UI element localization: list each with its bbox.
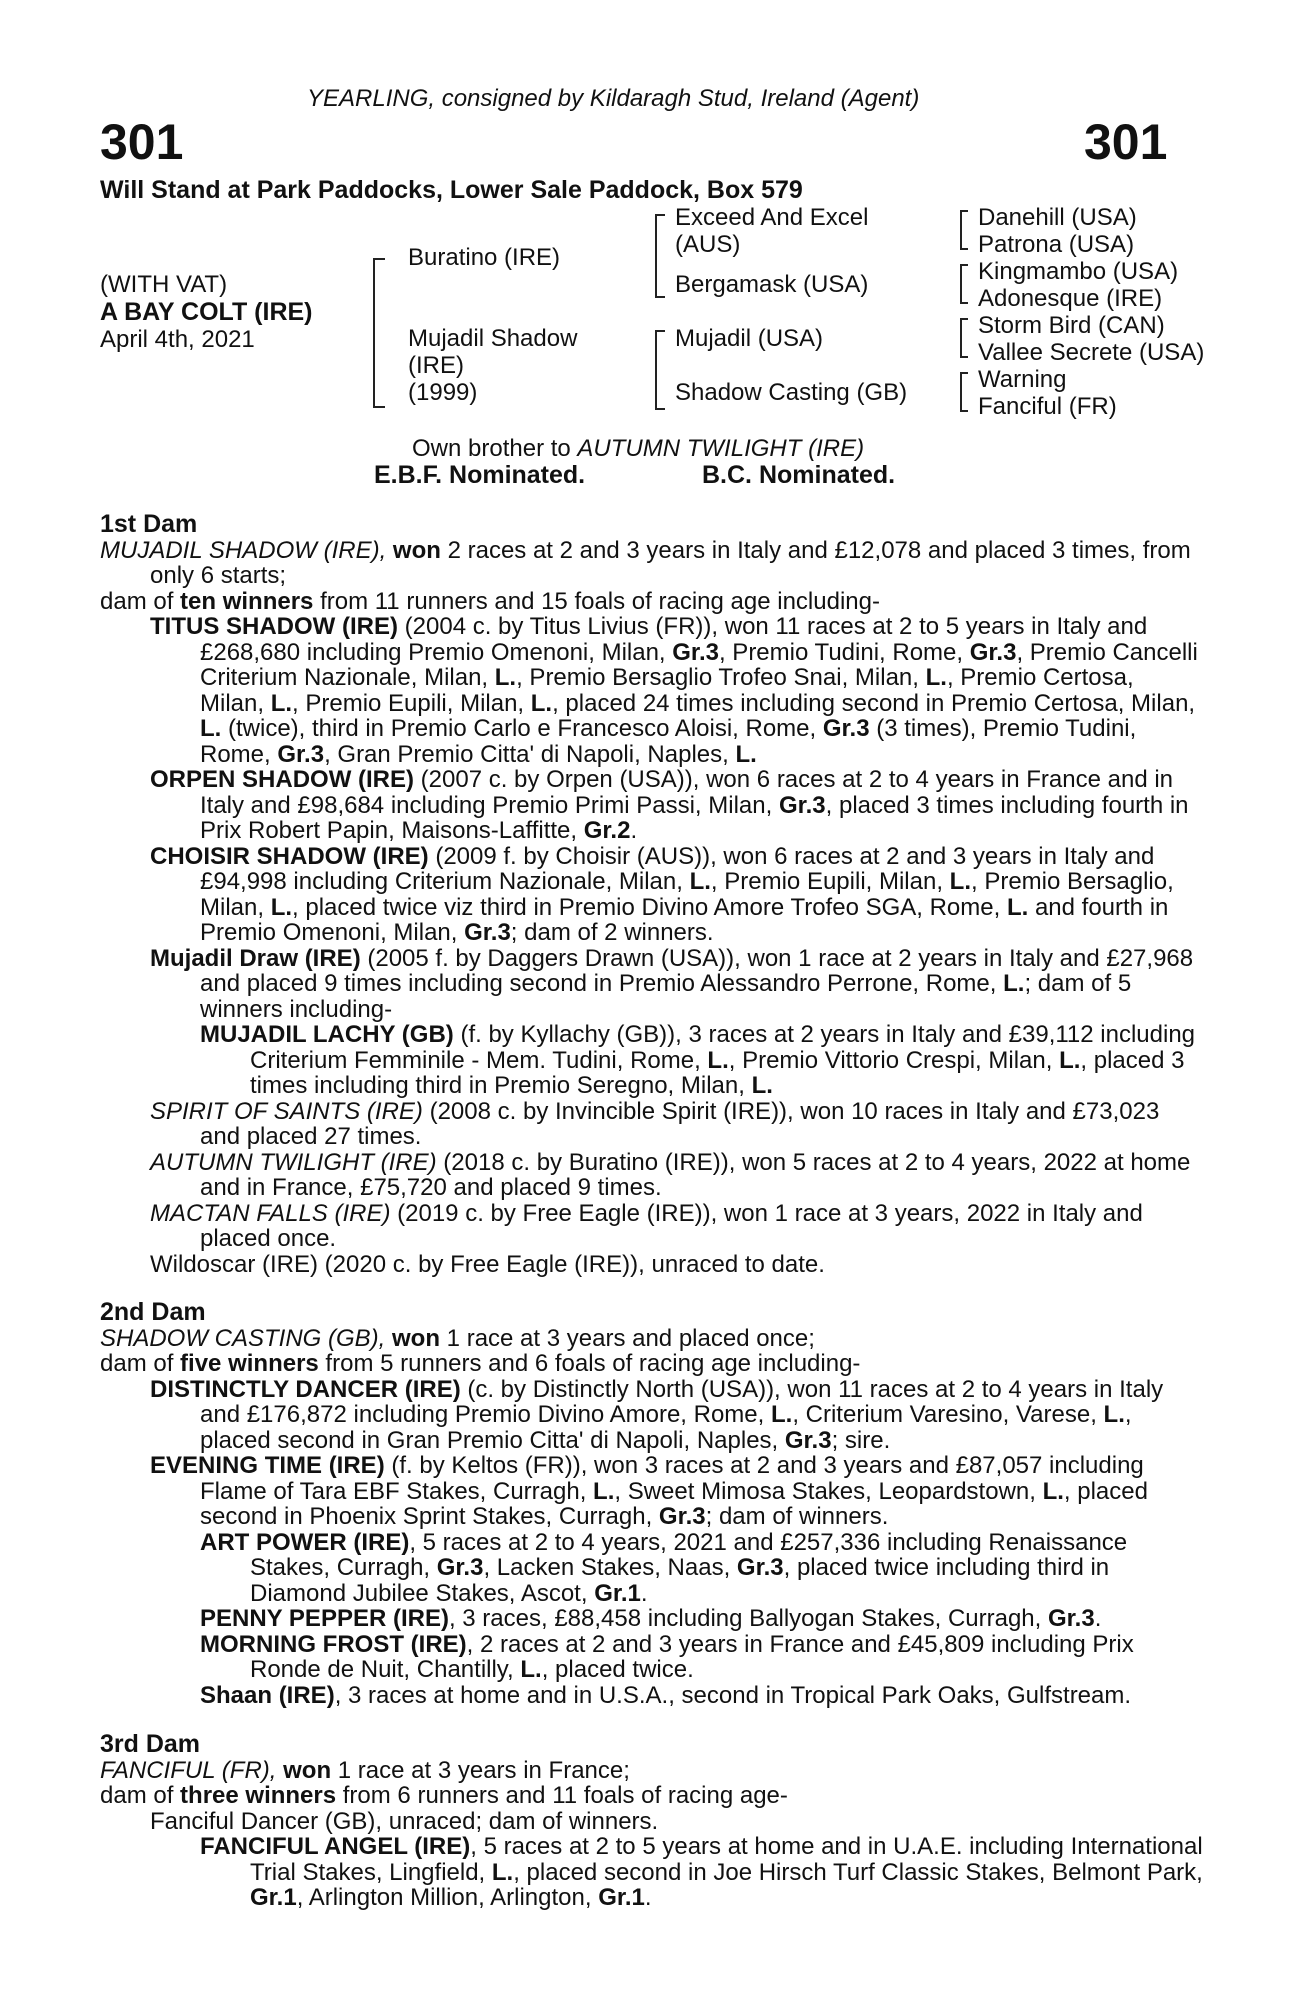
produce-spirit-of-saints: SPIRIT OF SAINTS (IRE) (2008 c. by Invincible Spirit (IRE)), won 10 races in Italy and £73,023 and placed 27 times.: [150, 1097, 1160, 1150]
produce-penny-pepper: PENNY PEPPER (IRE), 3 races, £88,458 including Ballyogan Stakes, Curragh, Gr.3.: [200, 1605, 1102, 1632]
pedigree-dsd: Vallee Secrete (USA): [978, 339, 1205, 366]
pedigree-brace-main: [373, 258, 385, 408]
pedigree-brace-dd: [960, 372, 968, 412]
third-dam-section: [100, 1732, 1204, 1911]
lot-number-right: 301: [1084, 114, 1168, 170]
third-dam-produce-summary: dam of three winners from 6 runners and 11 foals of racing age-: [100, 1782, 788, 1809]
pedigree-ds: Mujadil (USA): [675, 325, 824, 352]
pedigree-brace-sire: [655, 214, 665, 298]
pedigree-dss: Storm Bird (CAN): [978, 312, 1165, 339]
bc-nominated: B.C. Nominated.: [702, 461, 896, 489]
second-dam-section: [100, 1300, 1204, 1708]
third-dam-intro: FANCIFUL (FR), won 1 race at 3 years in France;: [100, 1756, 630, 1784]
pedigree-brace-sd: [960, 264, 968, 304]
location-line: Will Stand at Park Paddocks, Lower Sale Paddock, Box 579: [100, 176, 803, 204]
produce-mujadil-lachy: MUJADIL LACHY (GB) (f. by Kyllachy (GB)), 3 races at 2 years in Italy and £39,112 including Criterium Femminile - Mem. Tudini, Rome, L., Premio Vittorio Crespi, Milan, L., placed 3 times including third in Premio Seregno, Milan, L.: [200, 1021, 1196, 1099]
produce-mujadil-draw: Mujadil Draw (IRE) (2005 f. by Daggers Drawn (USA)), won 1 race at 2 years in Italy and £27,968 and placed 9 times including second in Premio Alessandro Perrone, Rome, L.; dam of 5 winners including-: [150, 944, 1194, 1023]
produce-wildoscar: Wildoscar (IRE) (2020 c. by Free Eagle (IRE)), unraced to date.: [150, 1250, 825, 1278]
produce-mactan-falls: MACTAN FALLS (IRE) (2019 c. by Free Eagle (IRE)), won 1 race at 3 years, 2022 in Italy and placed once.: [150, 1199, 1143, 1252]
pedigree-ss-line2: (AUS): [675, 231, 741, 258]
produce-fanciful-dancer: Fanciful Dancer (GB), unraced; dam of winners.: [150, 1807, 659, 1835]
pedigree-sire: Buratino (IRE): [408, 244, 561, 271]
produce-distinctly-dancer: DISTINCTLY DANCER (IRE) (c. by Distinctly North (USA)), won 11 races at 2 to 4 years in Italy and £176,872 including Premio Divino Amore, Rome, L., Criterium Varesino, Varese, L., placed second in Gran Premio Citta' di Napoli, Naples, Gr.3; sire.: [150, 1375, 1164, 1454]
second-dam-produce-summary: dam of five winners from 5 runners and 6 foals of racing age including-: [100, 1350, 861, 1377]
produce-fanciful-angel: FANCIFUL ANGEL (IRE), 5 races at 2 to 5 years at home and in U.A.E. including International Trial Stakes, Lingfield, L., placed second in Joe Hirsch Turf Classic Stakes, Belmont Park, Gr.1, Arlington Million, Arlington, Gr.1.: [200, 1833, 1203, 1911]
produce-orpen-shadow: ORPEN SHADOW (IRE) (2007 c. by Orpen (USA)), won 6 races at 2 to 4 years in France and in Italy and £98,684 including Premio Primi Passi, Milan, Gr.3, placed 3 times including fourth in Prix Robert Papin, Maisons-Laffitte, Gr.2.: [150, 766, 1189, 844]
pedigree-dds: Warning: [978, 366, 1067, 393]
pedigree-dam-line2: (IRE): [408, 352, 464, 379]
consignment-line: YEARLING, consigned by Kildaragh Stud, Ireland (Agent): [307, 85, 920, 112]
produce-autumn-twilight: AUTUMN TWILIGHT (IRE) (2018 c. by Buratino (IRE)), won 5 races at 2 to 4 years, 2022 at home and in France, £75,720 and placed 9 times.: [150, 1148, 1191, 1201]
third-dam-heading: 3rd Dam: [100, 1730, 201, 1758]
vat-label: (WITH VAT): [100, 271, 228, 298]
pedigree-ddd: Fanciful (FR): [978, 393, 1117, 420]
produce-titus-shadow: TITUS SHADOW (IRE) (2004 c. by Titus Livius (FR)), won 11 races at 2 to 5 years in Italy and £268,680 including Premio Omenoni, Milan, Gr.3, Premio Tudini, Rome, Gr.3, Premio Cancelli Criterium Nazionale, Milan, L., Premio Bersaglio Trofeo Snai, Milan, L., Premio Certosa, Milan, L., Premio Eupili, Milan, L., placed 24 times including second in Premio Certosa, Milan, L. (twice), third in Premio Carlo e Francesco Aloisi, Rome, Gr.3 (3 times), Premio Tudini, Rome, Gr.3, Gran Premio Citta' di Napoli, Naples, L.: [150, 613, 1198, 768]
ebf-nominated: E.B.F. Nominated.: [374, 461, 586, 489]
pedigree-sds: Kingmambo (USA): [978, 258, 1179, 285]
first-dam-section: [100, 512, 1204, 1277]
first-dam-heading: 1st Dam: [100, 510, 198, 538]
first-dam-intro: MUJADIL SHADOW (IRE), won 2 races at 2 and 3 years in Italy and £12,078 and placed 3 times, from only 6 starts;: [100, 536, 1191, 589]
pedigree-sd: Bergamask (USA): [675, 271, 869, 298]
pedigree-brace-ds: [960, 318, 968, 358]
produce-choisir-shadow: CHOISIR SHADOW (IRE) (2009 f. by Choisir (AUS)), won 6 races at 2 and 3 years in Italy and £94,998 including Criterium Nazionale, Milan, L., Premio Eupili, Milan, L., Premio Bersaglio, Milan, L., placed twice viz third in Premio Divino Amore Trofeo SGA, Rome, L. and fourth in Premio Omenoni, Milan, Gr.3; dam of 2 winners.: [150, 842, 1174, 946]
own-brother-note: Own brother to AUTUMN TWILIGHT (IRE): [412, 435, 865, 462]
pedigree-ssd: Patrona (USA): [978, 231, 1135, 258]
produce-shaan: Shaan (IRE), 3 races at home and in U.S.A., second in Tropical Park Oaks, Gulfstream.: [200, 1681, 1132, 1709]
produce-morning-frost: MORNING FROST (IRE), 2 races at 2 and 3 years in France and £45,809 including Prix Ronde de Nuit, Chantilly, L., placed twice.: [200, 1630, 1134, 1683]
pedigree-dam-line1: Mujadil Shadow: [408, 325, 578, 352]
pedigree-sss: Danehill (USA): [978, 204, 1137, 231]
horse-name: A BAY COLT (IRE): [100, 298, 313, 326]
pedigree-sdd: Adonesque (IRE): [978, 285, 1163, 312]
own-brother-name: AUTUMN TWILIGHT (IRE): [577, 435, 865, 462]
first-dam-produce-summary: dam of ten winners from 11 runners and 15 foals of racing age including-: [100, 587, 880, 615]
pedigree-dd: Shadow Casting (GB): [675, 379, 908, 406]
foaled-date: April 4th, 2021: [100, 326, 255, 353]
lot-number-left: 301: [100, 114, 184, 170]
pedigree-brace-ss: [960, 210, 968, 250]
pedigree-dam-line3: (1999): [408, 379, 478, 406]
second-dam-heading: 2nd Dam: [100, 1298, 206, 1326]
second-dam-intro: SHADOW CASTING (GB), won 1 race at 3 years and placed once;: [100, 1324, 815, 1352]
pedigree-brace-dam: [655, 330, 665, 410]
produce-evening-time: EVENING TIME (IRE) (f. by Keltos (FR)), won 3 races at 2 and 3 years and £87,057 including Flame of Tara EBF Stakes, Curragh, L., Sweet Mimosa Stakes, Leopardstown, L., placed second in Phoenix Sprint Stakes, Curragh, Gr.3; dam of winners.: [150, 1452, 1148, 1530]
pedigree-ss-line1: Exceed And Excel: [675, 204, 869, 231]
produce-art-power: ART POWER (IRE), 5 races at 2 to 4 years, 2021 and £257,336 including Renaissance Stakes, Curragh, Gr.3, Lacken Stakes, Naas, Gr.3, placed twice including third in Diamond Jubilee Stakes, Ascot, Gr.1.: [200, 1528, 1128, 1607]
